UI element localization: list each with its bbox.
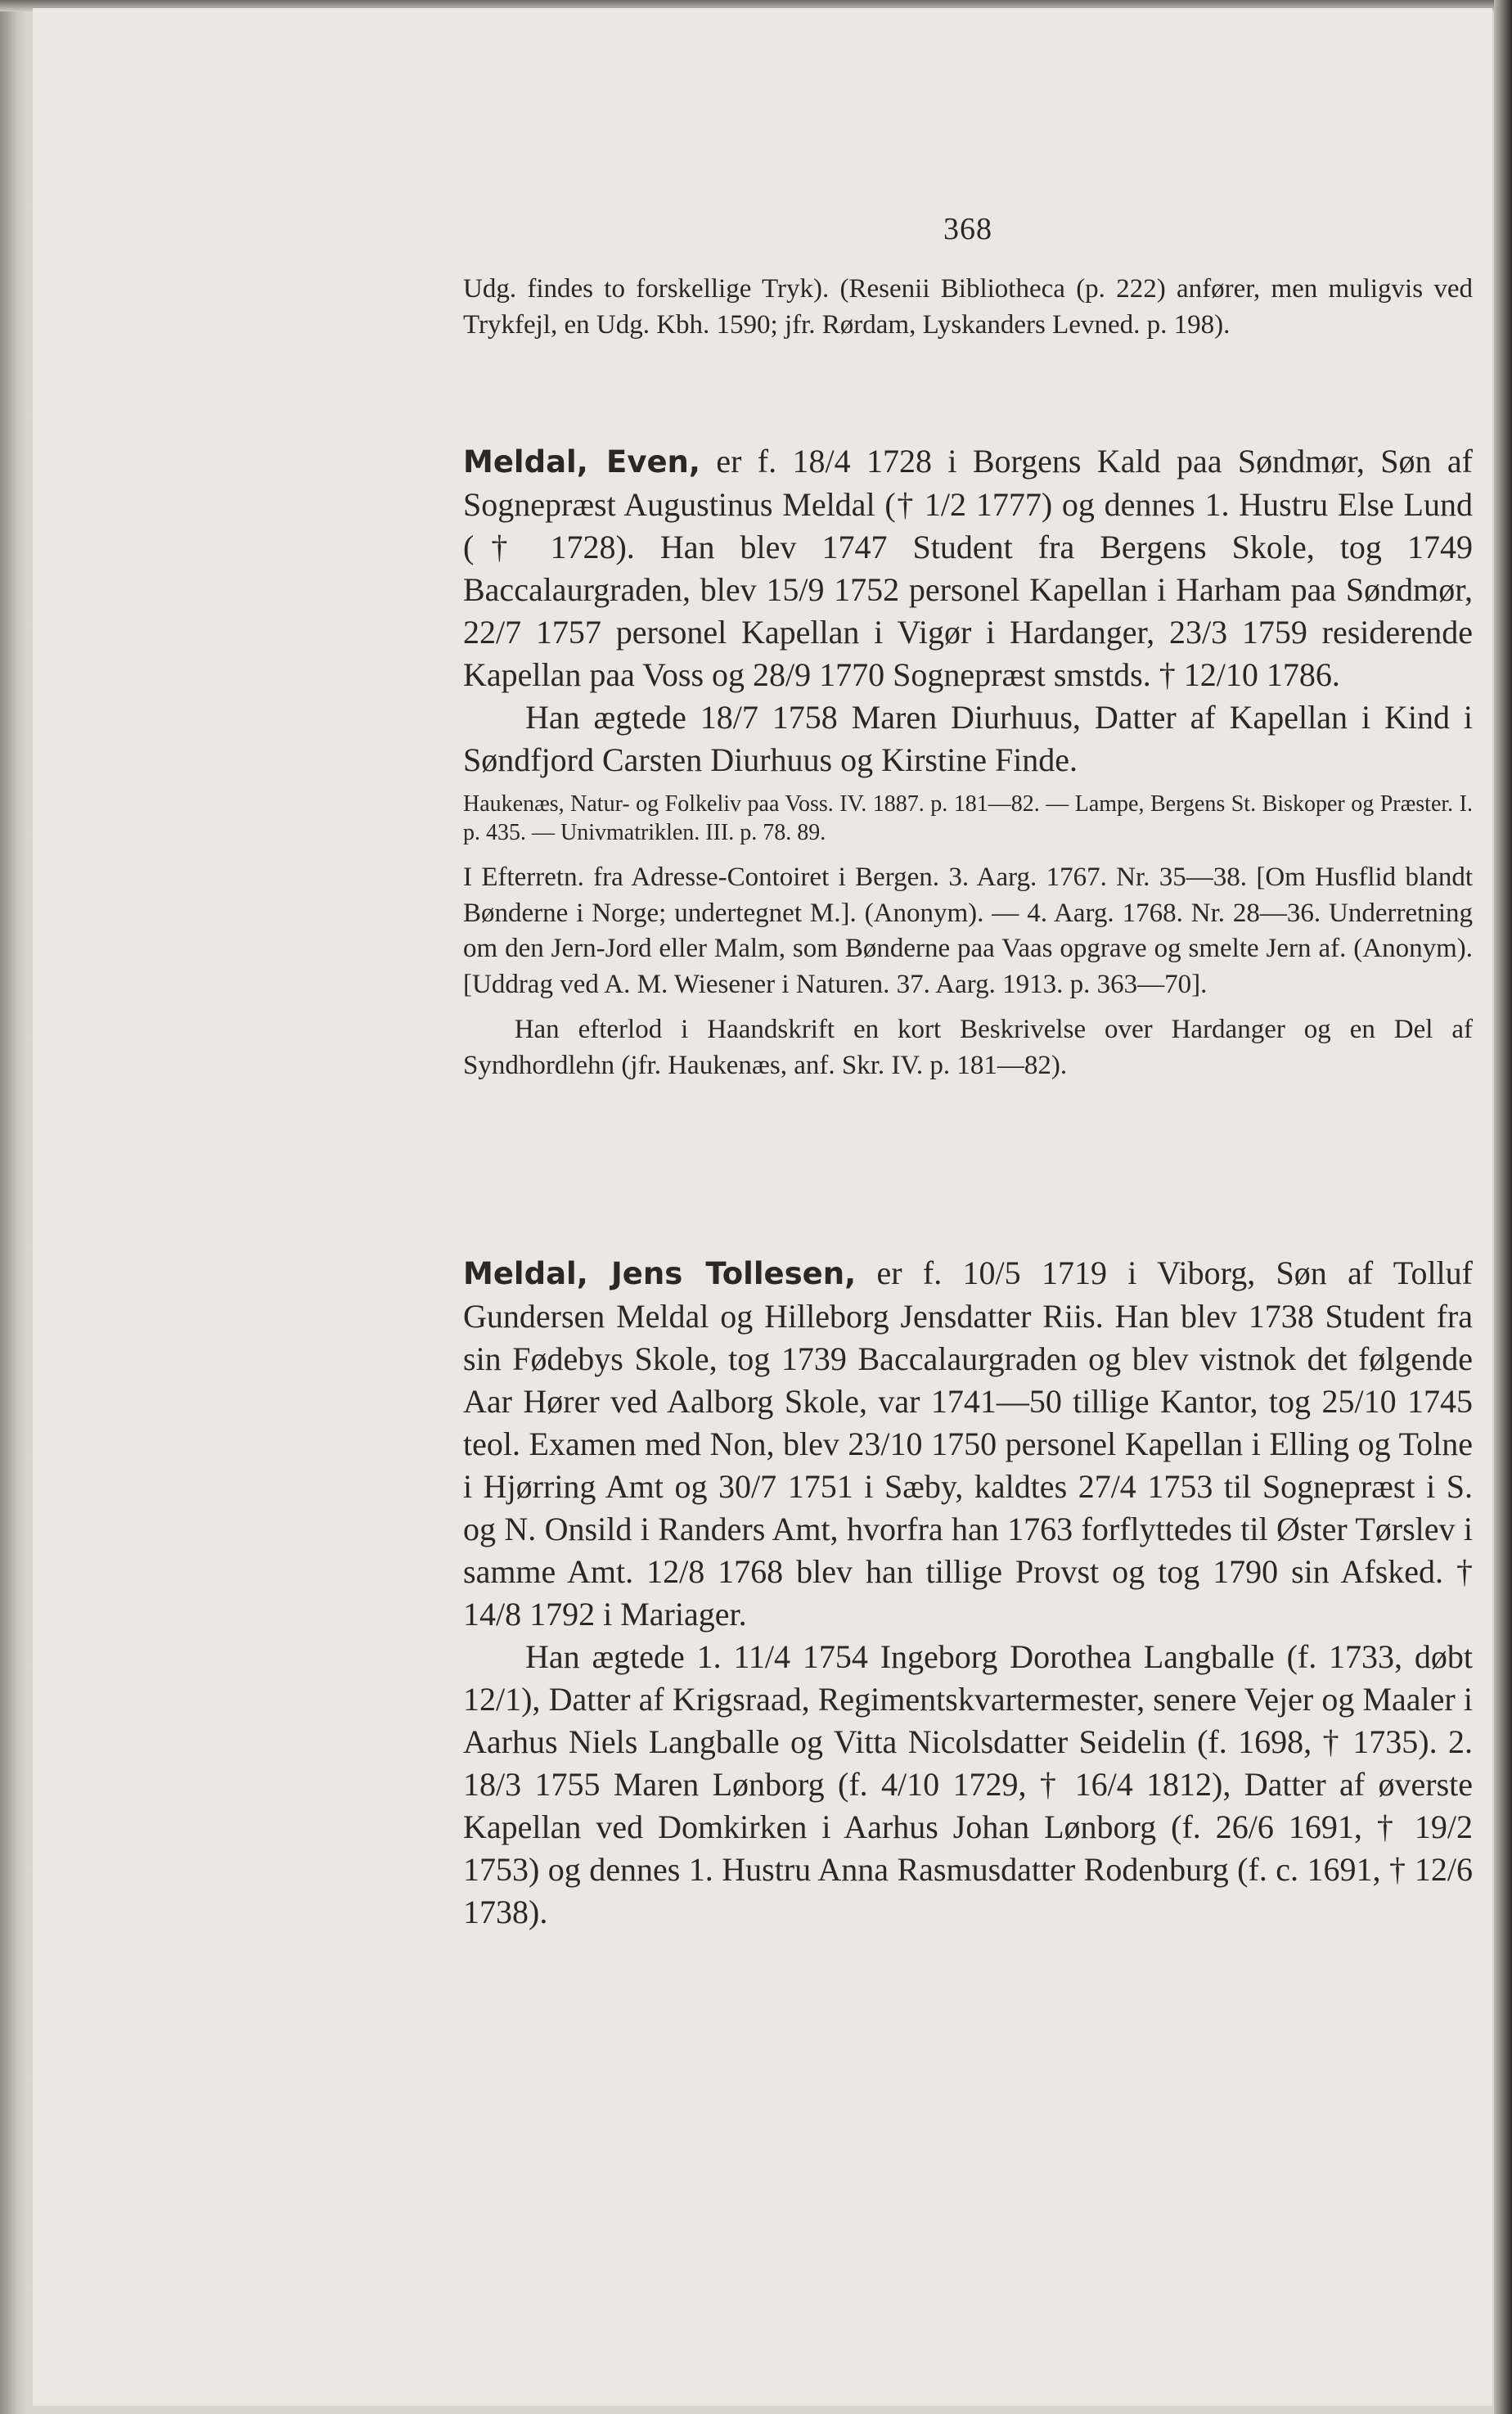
entry-jens-bio [463,1252,1473,1636]
entry-jens-bio-text: er f. 10/5 1719 i Viborg, Søn af Tolluf Gundersen Meldal og Hilleborg Jensdatter Riis. Han blev 1738 Student fra sin Fødebys Skole, tog 1739 Baccalaurgraden og blev vistnok det følgende Aar Hører ved Aalborg Skole, var 1741—50 tillige Kantor, tog 25/10 1745 teol. Examen med Non, blev 23/10 1750 personel Kapellan i Elling og Tolne i Hjørring Amt og 30/7 1751 i Sæby, kaldtes 27/4 1753 til Sognepræst i S. og N. Onsild i Randers Amt, hvorfra han 1763 forflyttedes til Øster Tørslev i samme Amt. 12/8 1768 blev han tillige Provst og tog 1790 sin Afsked. † 14/8 1792 i Mariager. [463,1254,1473,1633]
entry-even-marriage: Han ægtede 18/7 1758 Maren Diurhuus, Datter af Kapellan i Kind i Søndfjord Carsten Diurhuus og Kirstine Finde. [463,699,1473,778]
page-number: 368 [943,212,992,246]
entry-even-bio-text: er f. 18/4 1728 i Borgens Kald paa Søndmør, Søn af Sognepræst Augustinus Meldal († 1/2 1777) og dennes 1. Hustru Else Lund († 1728). Han blev 1747 Student fra Bergens Skole, tog 1749 Baccalaurgraden, blev 15/9 1752 personel Kapellan i Harham paa Søndmør, 22/7 1757 personel Kapellan i Vigør i Hardanger, 23/3 1759 residerende Kapellan paa Voss og 28/9 1770 Sognepræst smstds. † 12/10 1786. [463,443,1473,693]
entry-jens-meldal [463,1252,1473,1934]
book-binding-edge [0,0,28,2414]
entry-even-name: Meldal, Even, [463,444,700,480]
intro-text: Udg. findes to forskellige Tryk). (Resenii Bibliotheca (p. 222) anfører, men muligvis ved Trykfejl, en Udg. Kbh. 1590; jfr. Rørdam, Lyskanders Levned. p. 198). [463,274,1473,340]
entry-even-bio [463,440,1473,696]
right-page-edge [1494,0,1512,2414]
entry-even-meldal [463,440,1473,1083]
entry-even-works: I Efterretn. fra Adresse-Contoiret i Bergen. 3. Aarg. 1767. Nr. 35—38. [Om Husflid blandt Bønderne i Norge; undertegnet M.]. (Anonym). — 4. Aarg. 1768. Nr. 28—36. Underretning om den Jern-Jord eller Malm, som Bønderne paa Vaas opgrave og smelte Jern af. (Anonym). [Uddrag ved A. M. Wiesener i Naturen. 37. Aarg. 1913. p. 363—70]. [463,862,1473,999]
entry-even-references: Haukenæs, Natur- og Folkeliv paa Voss. IV. 1887. p. 181—82. — Lampe, Bergens St. Biskoper og Præster. I. p. 435. — Univmatriklen. III. p. 78. 89. [463,791,1473,845]
entry-jens-name: Meldal, Jens Tollesen, [463,1256,857,1291]
entry-jens-marriage: Han ægtede 1. 11/4 1754 Ingeborg Dorothea Langballe (f. 1733, døbt 12/1), Datter af Krigsraad, Regimentskvartermester, senere Vejer og Maaler i Aarhus Niels Langballe og Vitta Nicolsdatter Seidelin (f. 1698, † 1735). 2. 18/3 1755 Maren Lønborg (f. 4/10 1729, † 16/4 1812), Datter af øverste Kapellan ved Domkirken i Aarhus Johan Lønborg (f. 26/6 1691, † 19/2 1753) og dennes 1. Hustru Anna Rasmusdatter Rodenburg (f. c. 1691, † 12/6 1738). [463,1638,1473,1930]
entry-even-manuscript: Han efterlod i Haandskrift en kort Beskrivelse over Hardanger og en Del af Syndhordlehn (jfr. Haukenæs, anf. Skr. IV. p. 181—82). [463,1015,1473,1080]
book-page [33,8,1492,2406]
intro-paragraph [463,272,1473,343]
